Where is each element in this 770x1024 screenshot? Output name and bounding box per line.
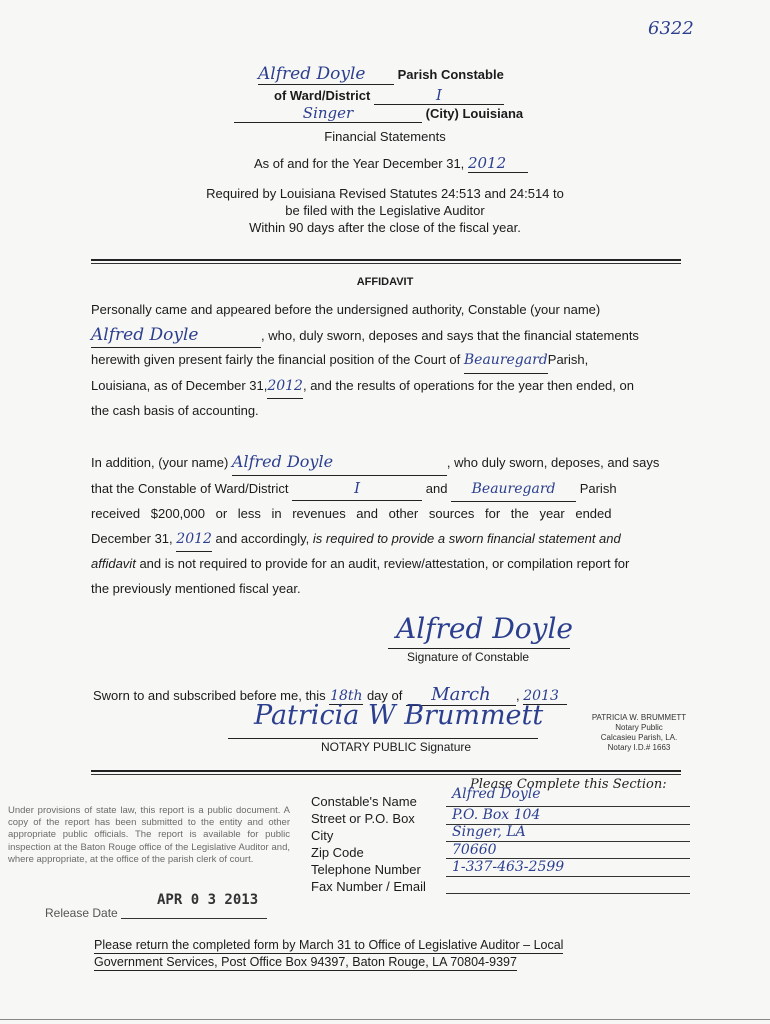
sworn-day-handwritten: 18th [330, 688, 363, 704]
p1-text-d: Parish, [547, 352, 589, 367]
p2-text-f: received $200,000 or less in revenues and other sources for the year ended [91, 506, 612, 521]
p2-text-l: the previously mentioned fiscal year. [91, 580, 301, 596]
notary-signature-label: NOTARY PUBLIC Signature [321, 740, 472, 754]
release-date-label: Release Date [45, 906, 118, 920]
page-bottom-edge [0, 1019, 770, 1020]
release-date-stamp: APR 0 3 2013 [157, 892, 259, 908]
p1-text-c: herewith given present fairly the financial position of the Court of [91, 352, 461, 367]
p2-text-i: is required to provide a sworn financial statement and [312, 530, 621, 546]
contact-form-heading: Please Complete this Section: [470, 777, 667, 792]
top-rule [91, 259, 681, 261]
top-rule-thin [91, 263, 681, 264]
form-label-zip: Zip Code [311, 845, 364, 860]
p1-text-f: , and the results of operations for the year then ended, on [302, 377, 634, 393]
p1-text-b: , who, duly sworn, deposes and says that the financial statements [261, 327, 639, 343]
release-date-line [121, 918, 267, 919]
sworn-text-c: , [515, 688, 520, 703]
middle-rule-thin [91, 774, 681, 775]
header-ward-line [274, 86, 504, 105]
header-city-line [234, 104, 523, 123]
year-line [254, 154, 528, 173]
header-constable-line [258, 64, 504, 85]
statute-line-1: Required by Louisiana Revised Statutes 24:513 and 24:514 to [206, 186, 564, 201]
form-label-fax-email: Fax Number / Email [311, 879, 426, 894]
middle-rule [91, 770, 681, 772]
year-label: As of and for the Year December 31, [254, 156, 465, 171]
sworn-year-handwritten: 2013 [523, 688, 567, 705]
sworn-month-handwritten: March [406, 684, 516, 706]
city-value-handwritten: Singer [234, 104, 422, 123]
stamp-line-3: Calcasieu Parish, LA. [600, 733, 678, 742]
form-label-telephone: Telephone Number [311, 862, 421, 877]
form-label-street: Street or P.O. Box [311, 811, 415, 826]
p2-text-c: that the Constable of Ward/District [91, 480, 289, 496]
stamp-line-4: Notary I.D.# 1663 [607, 743, 671, 752]
page-number: 6322 [648, 18, 694, 39]
p2-text-g: December 31, [91, 530, 173, 546]
form-label-constable-name: Constable's Name [311, 794, 417, 809]
sworn-text-b: day of [366, 688, 403, 703]
p2-text-b: , who duly sworn, deposes, and says [446, 455, 660, 470]
p2-text-e: Parish [579, 480, 617, 496]
form-value-constable-name: Alfred Doyle [452, 786, 541, 802]
footer-instructions [94, 937, 563, 971]
ward-label: of Ward/District [274, 88, 371, 103]
form-label-city: City [311, 828, 334, 843]
affidavit-heading: AFFIDAVIT [356, 276, 414, 288]
statute-line-2: be filed with the Legislative Auditor [285, 203, 485, 218]
footer-line-2: Government Services, Post Office Box 94397, Baton Rouge, LA 70804-9397 [94, 955, 517, 969]
statute-line-3: Within 90 days after the close of the fiscal year. [249, 220, 521, 235]
p1-text-e: Louisiana, as of December 31, [91, 377, 268, 393]
p1-name-handwritten: Alfred Doyle [91, 323, 261, 349]
notary-stamp [584, 713, 694, 753]
statute-text [0, 185, 770, 236]
form-value-city: Singer, LA [452, 824, 526, 840]
p2-text-k: and is not required to provide for an audit, review/attestation, or compilation report for [139, 556, 630, 571]
form-value-telephone: 1-337-463-2599 [452, 859, 565, 875]
p2-year-handwritten: 2012 [176, 527, 212, 553]
sworn-text-a: Sworn to and subscribed before me, this [93, 688, 326, 703]
p2-text-h: and accordingly, [215, 530, 310, 546]
document-title: Financial Statements [324, 129, 446, 144]
p2-ward-handwritten: I [292, 476, 422, 502]
parish-constable-label: Parish Constable [397, 67, 504, 82]
constable-signature-line [388, 648, 570, 649]
constable-signature: Alfred Doyle [396, 612, 573, 645]
affidavit-paragraph-1 [91, 298, 681, 424]
p1-text-g: the cash basis of accounting. [91, 403, 259, 418]
p1-parish-handwritten: Beauregard [464, 348, 548, 374]
p1-text-a: Personally came and appeared before the undersigned authority, Constable (your name) [91, 302, 601, 317]
constable-name-handwritten: Alfred Doyle [258, 64, 394, 85]
stamp-line-2: Notary Public [615, 723, 663, 732]
affidavit-paragraph-2 [91, 450, 681, 601]
notary-signature: Patricia W Brummett [254, 700, 544, 731]
city-label: (City) Louisiana [425, 106, 524, 121]
p2-name-handwritten: Alfred Doyle [232, 450, 447, 476]
form-line-fax-email [446, 893, 690, 894]
footer-line-1: Please return the completed form by March 31 to Office of Legislative Auditor – Local [94, 938, 564, 952]
form-value-zip: 70660 [452, 842, 497, 858]
constable-signature-label: Signature of Constable [407, 650, 530, 664]
year-value-handwritten: 2012 [468, 154, 528, 173]
p2-text-a: In addition, (your name) [91, 455, 229, 470]
form-value-street: P.O. Box 104 [452, 807, 541, 823]
p2-text-j: affidavit [91, 556, 136, 571]
stamp-line-1: PATRICIA W. BRUMMETT [591, 713, 687, 722]
notary-signature-line [228, 738, 538, 739]
form-line-telephone [446, 876, 690, 877]
public-notice: Under provisions of state law, this report is a public document. A copy of the report has been submitted to the entity and other appropriate public officials. The report is available for public inspection at the Baton Rouge office of the Legislative Auditor and, where appropriate, at the office of the parish clerk of court. [8, 805, 290, 865]
ward-value-handwritten: I [374, 86, 504, 105]
p2-parish-handwritten: Beauregard [451, 477, 576, 503]
p2-text-d: and [425, 480, 448, 496]
p1-year-handwritten: 2012 [267, 374, 303, 400]
